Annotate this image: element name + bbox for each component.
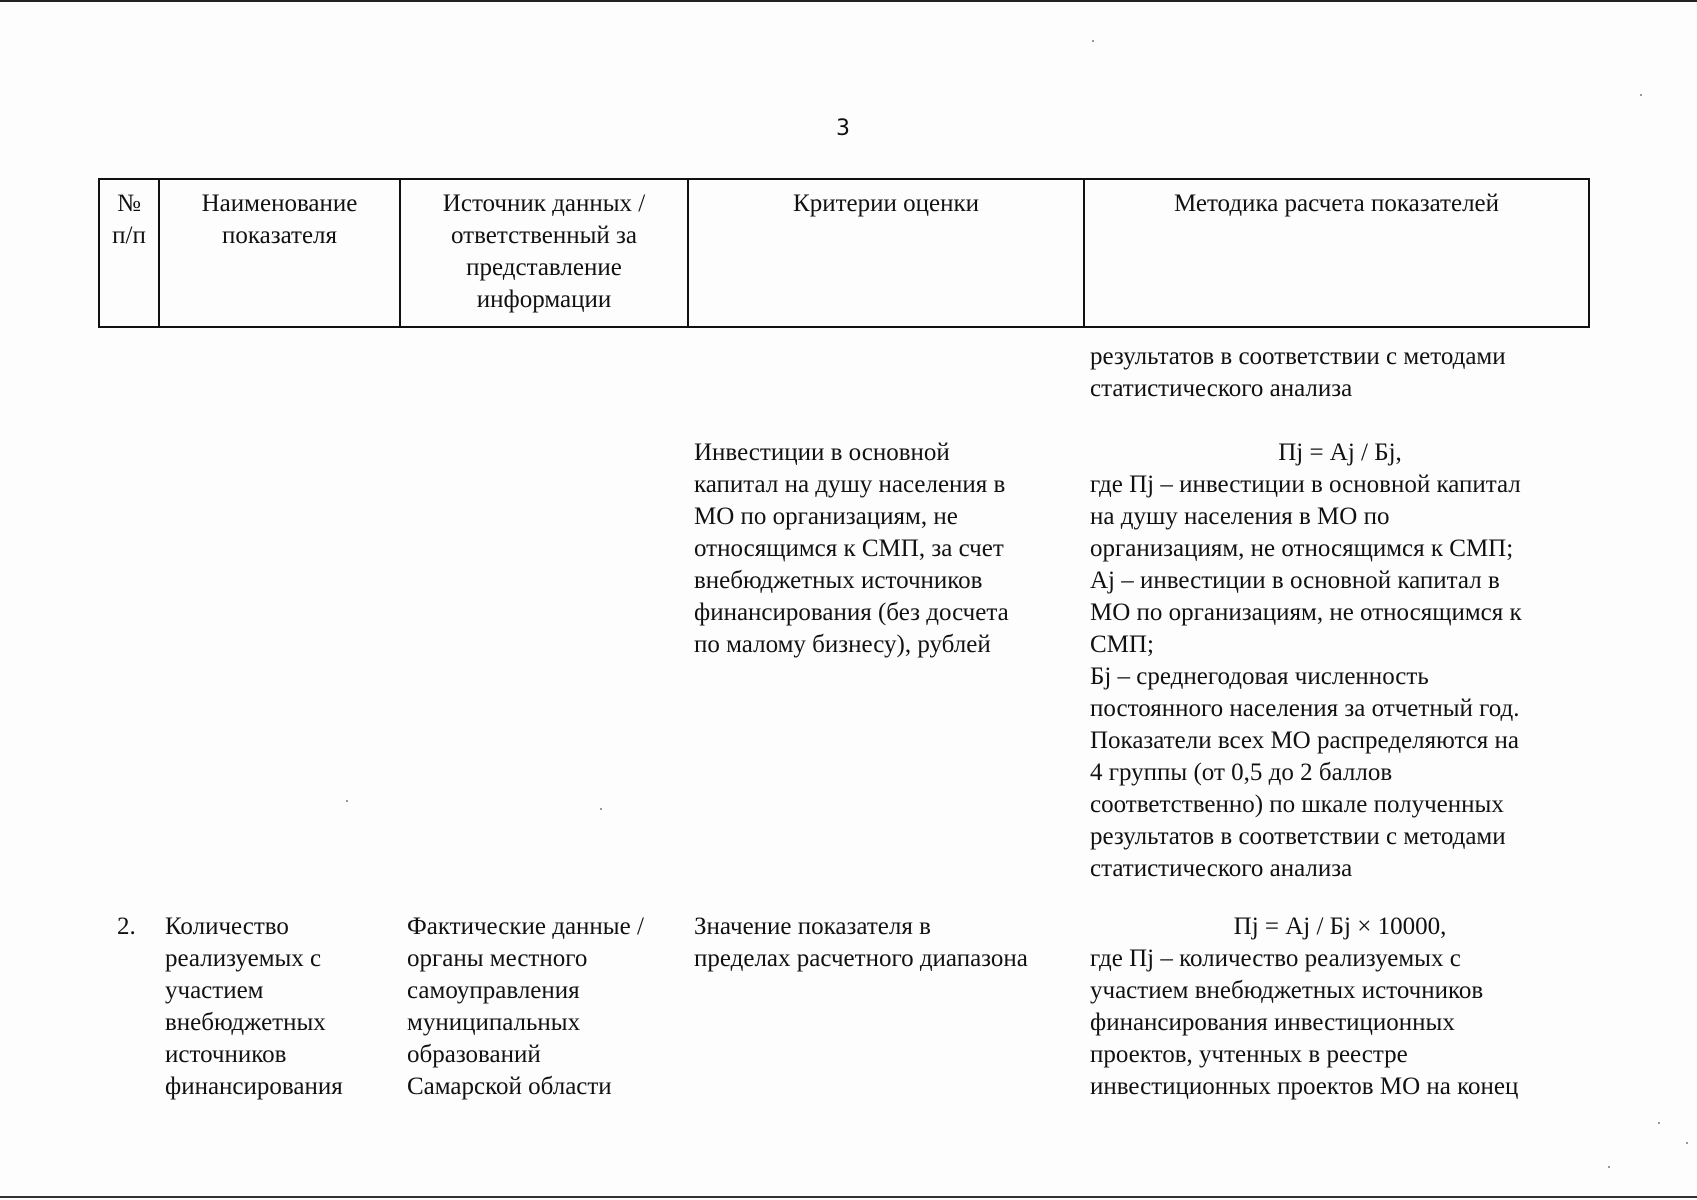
header-col-source: Источник данных / ответственный за представление информации — [400, 179, 688, 327]
formula-investments: Пj = Аj / Бj, — [1278, 439, 1402, 466]
header-col-criteria: Критерии оценки — [688, 179, 1084, 327]
scan-speck — [1658, 1122, 1660, 1124]
page-number: 3 — [836, 116, 850, 141]
row-2-name: Количество реализуемых с участием внебюджетных источников финансирования — [165, 913, 343, 1100]
scan-edge-top — [0, 0, 1697, 2]
row-2-number: 2. — [117, 913, 136, 940]
scan-speck — [1686, 1142, 1688, 1144]
scan-speck — [1092, 40, 1094, 42]
scan-speck — [346, 800, 348, 802]
row-2-criteria: Значение показателя в пределах расчетного диапазона — [694, 913, 1028, 972]
header-col-name: Наименование показателя — [159, 179, 400, 327]
scan-speck — [1640, 94, 1642, 96]
criteria-investments: Инвестиции в основной капитал на душу населения в МО по организациям, не относящимся к СМП, за счет внебюджетных источников финансирования (без досчета по малому бизнесу), рублей — [694, 439, 1009, 658]
table-header — [98, 178, 1590, 328]
method-investments: где Пj – инвестиции в основной капитал на душу населения в МО по организациям, не относящимся к СМП; Аj – инвестиции в основной капитал в МО по организациям, не относящимся к СМП; Бj – среднегодовая численность постоянного населения за отчетный год. Показатели всех МО распределяются на 4 группы (от 0,5 до 2 баллов соответственно) по шкале полученных результатов в соответствии с методами статистического анализа — [1090, 471, 1522, 882]
header-col-method: Методика расчета показателей — [1084, 179, 1589, 327]
row-2-formula: Пj = Аj / Бj × 10000, — [1233, 913, 1447, 940]
header-col-number: № п/п — [99, 179, 159, 327]
row-2-method: где Пj – количество реализуемых с участием внебюджетных источников финансирования инвестиционных проектов, учтенных в реестре инвестиционных проектов МО на конец — [1090, 945, 1519, 1100]
scan-edge-bottom — [0, 1196, 1697, 1198]
method-continuation: результатов в соответствии с методами статистического анализа — [1090, 343, 1506, 402]
scan-speck — [600, 808, 602, 810]
row-2-source: Фактические данные / органы местного самоуправления муниципальных образований Самарской области — [407, 913, 644, 1100]
scan-speck — [1608, 1166, 1610, 1168]
